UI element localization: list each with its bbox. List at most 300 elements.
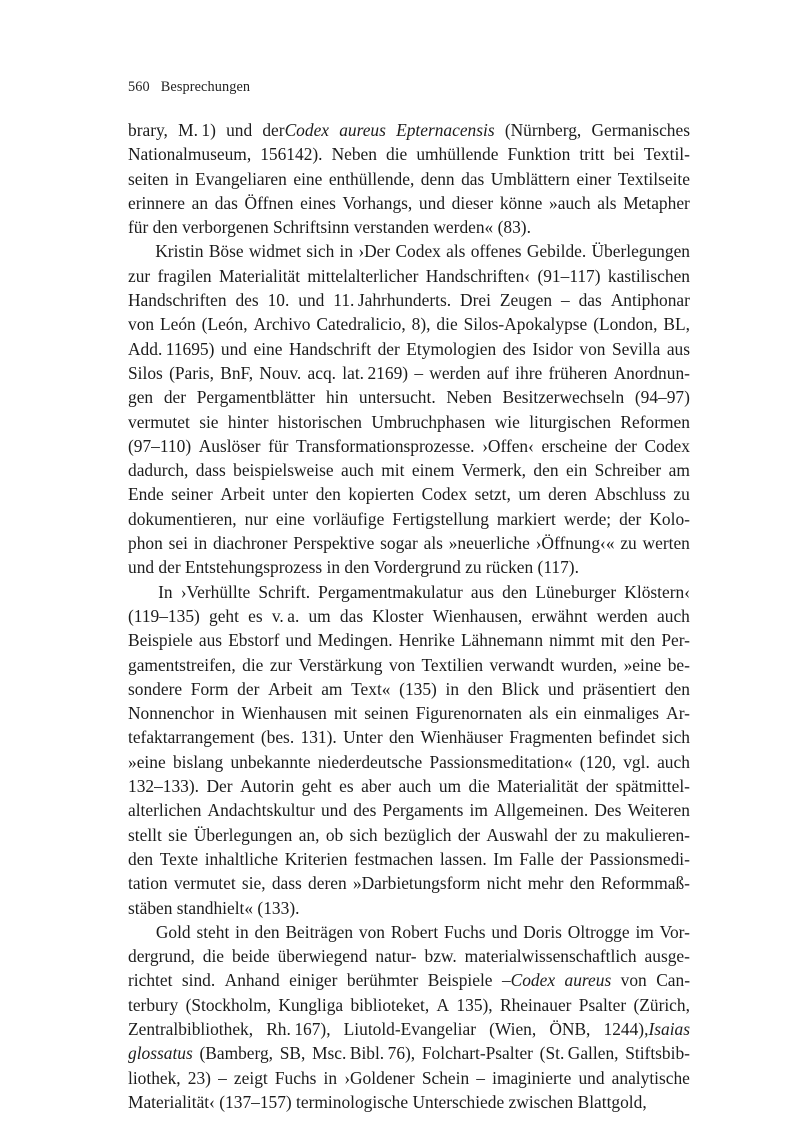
- text-run: Passionsmeditation«: [429, 751, 573, 772]
- text-run: Pergamentblätter: [196, 387, 316, 408]
- text-run: Perspektive: [293, 533, 375, 554]
- word: [429, 750, 572, 774]
- text-run: auch: [398, 776, 432, 797]
- word: [169, 361, 214, 385]
- text-run: Textilseite: [617, 168, 690, 189]
- word: [439, 774, 461, 798]
- word: [300, 191, 336, 215]
- word: [260, 142, 322, 166]
- word: [160, 847, 198, 871]
- text-run: imaginierte: [492, 1067, 572, 1088]
- word: [555, 701, 576, 725]
- word: [220, 361, 253, 385]
- text-run: Reformen: [620, 411, 690, 432]
- text-run: hin: [325, 387, 349, 408]
- italic-title: aureus: [339, 120, 386, 140]
- word: [595, 458, 662, 482]
- text-run: Vor-: [659, 921, 690, 942]
- text-run: offenes: [470, 241, 522, 262]
- word: [329, 167, 414, 191]
- word: [344, 1066, 415, 1090]
- text-run: 132–133).: [128, 776, 200, 797]
- word: [155, 239, 203, 263]
- text-run: sind.: [181, 970, 216, 991]
- word: [548, 677, 574, 701]
- word: [293, 167, 322, 191]
- text-run: der: [560, 848, 583, 869]
- word: [392, 507, 489, 531]
- italic-title: Isaias: [648, 1018, 690, 1039]
- text-run: SB,: [279, 1043, 306, 1064]
- text-run: tritt: [579, 144, 605, 165]
- word: [347, 968, 418, 992]
- text-run: bislang: [172, 751, 224, 772]
- text-run: der: [585, 776, 609, 797]
- word: [561, 653, 618, 677]
- italic-title: Codex: [510, 970, 556, 991]
- text-run: Fuchs: [274, 1067, 317, 1088]
- text-run: Handschrift: [288, 338, 372, 359]
- text-run: fragilen: [157, 265, 212, 286]
- word: [306, 239, 334, 263]
- text-run: Andachtskultur: [207, 800, 315, 821]
- word: [465, 944, 637, 968]
- word: [359, 920, 385, 944]
- text-run: Zeugen: [499, 290, 553, 311]
- word: [446, 385, 491, 409]
- word: [333, 288, 451, 312]
- text-run: in: [445, 678, 460, 699]
- text-run: Msc. Bibl. 76),: [312, 1043, 416, 1064]
- text-run: ob: [325, 824, 344, 845]
- text-line: [128, 385, 690, 409]
- word: [164, 385, 186, 409]
- word: [213, 531, 287, 555]
- text-line: [128, 118, 690, 142]
- paragraph: [128, 580, 690, 920]
- word: [348, 482, 414, 506]
- word: [128, 944, 195, 968]
- word: [489, 653, 554, 677]
- word: [339, 774, 354, 798]
- word: [619, 507, 641, 531]
- word: [566, 458, 587, 482]
- text-run: dass: [271, 873, 302, 894]
- text-run: deren: [548, 484, 587, 505]
- text-run: biblioteket,: [350, 994, 430, 1015]
- text-run: dokumentieren,: [128, 508, 237, 529]
- word: [494, 798, 588, 822]
- word: [421, 725, 503, 749]
- text-run: (94–97): [634, 387, 690, 408]
- word: [649, 507, 690, 531]
- text-line: [128, 215, 690, 239]
- word: [326, 385, 348, 409]
- word: [353, 871, 481, 895]
- text-run: Codex: [644, 435, 690, 456]
- text-run: ›Verhüllte: [180, 581, 251, 602]
- word: [318, 580, 463, 604]
- word: [623, 191, 690, 215]
- text-run: »neuerliche: [448, 533, 530, 554]
- word: [612, 1066, 690, 1090]
- text-run: –: [218, 1067, 227, 1088]
- word: [321, 798, 347, 822]
- word: [196, 458, 226, 482]
- text-run: Can-: [656, 970, 690, 991]
- text-line: [128, 507, 690, 531]
- word: [470, 798, 488, 822]
- text-run: 135),: [456, 994, 493, 1015]
- word: [419, 191, 445, 215]
- word: [608, 264, 690, 288]
- word: [268, 677, 312, 701]
- text-run: zeigt: [233, 1067, 268, 1088]
- word: [527, 239, 586, 263]
- word: [428, 968, 493, 992]
- text-run: festmachen: [354, 848, 434, 869]
- text-line: [128, 264, 690, 288]
- word: [293, 531, 374, 555]
- word: [471, 239, 522, 263]
- word: [195, 167, 287, 191]
- word: [208, 798, 315, 822]
- text-run: ausge-: [644, 946, 690, 967]
- text-run: unter: [272, 484, 309, 505]
- text-run: Wienhäuser: [420, 727, 503, 748]
- word: [128, 288, 227, 312]
- word: [437, 993, 450, 1017]
- text-run: León: [160, 314, 196, 335]
- text-line: [128, 920, 690, 944]
- text-run: Kolo-: [649, 508, 690, 529]
- text-run: (Bamberg,: [199, 1043, 274, 1064]
- text-run: gamentstreifen,: [128, 654, 236, 675]
- text-run: um: [438, 776, 462, 797]
- word: [578, 1066, 604, 1090]
- word: [299, 823, 320, 847]
- text-run: 8),: [411, 314, 431, 335]
- word: [583, 823, 599, 847]
- text-run: »eine: [623, 654, 662, 675]
- word: [579, 288, 602, 312]
- word: [503, 337, 526, 361]
- word: [380, 531, 418, 555]
- word: [594, 482, 666, 506]
- word: [270, 653, 292, 677]
- word: [570, 871, 595, 895]
- text-run: Kloster: [372, 605, 424, 626]
- text-run: brary,: [128, 120, 168, 140]
- text-run: vermutet: [128, 411, 190, 432]
- text-run: ›Offen‹: [482, 435, 534, 456]
- text-run: M. 1): [178, 120, 216, 140]
- text-run: –: [501, 970, 511, 991]
- text-run: steht: [196, 921, 230, 942]
- word: [623, 750, 650, 774]
- text-line: [128, 677, 690, 701]
- text-run: Sevilla: [612, 338, 661, 359]
- word: [280, 1041, 306, 1065]
- text-run: verwandt: [489, 654, 555, 675]
- text-run: spätmittel-: [615, 776, 690, 797]
- text-line: [128, 774, 690, 798]
- word: [169, 531, 188, 555]
- text-run: –: [414, 362, 424, 383]
- text-run: einmaliges: [583, 703, 660, 724]
- text-run: der: [262, 120, 285, 140]
- text-run: einer: [576, 168, 612, 189]
- word: [579, 142, 604, 166]
- text-line: [128, 434, 690, 458]
- word: [426, 264, 530, 288]
- word: [242, 871, 266, 895]
- text-run: berühmter: [346, 970, 419, 991]
- word: [278, 944, 368, 968]
- word: [128, 167, 169, 191]
- text-run: Textilien: [421, 654, 484, 675]
- text-run: von: [579, 338, 606, 359]
- text-run: Abschluss: [594, 484, 666, 505]
- text-run: Überlegungen: [591, 241, 690, 262]
- word: [128, 677, 182, 701]
- text-run: analytische: [611, 1067, 690, 1088]
- word: [221, 701, 235, 725]
- word: [194, 823, 293, 847]
- text-line: [128, 653, 690, 677]
- word: [339, 118, 386, 142]
- text-run: vorläufige: [312, 508, 385, 529]
- word: [532, 337, 573, 361]
- text-run: lassen.: [439, 848, 487, 869]
- text-run: der: [163, 387, 187, 408]
- text-line: [128, 410, 690, 434]
- text-run: Figurenornaten: [415, 703, 522, 724]
- text-run: Materialität: [218, 265, 301, 286]
- word: [205, 847, 278, 871]
- word: [272, 482, 308, 506]
- word: [464, 312, 588, 336]
- text-run: und: [285, 630, 312, 651]
- word: [643, 531, 690, 555]
- text-run: sie: [199, 411, 219, 432]
- text-line: [128, 239, 690, 263]
- text-run: Klöstern‹: [624, 581, 690, 602]
- word: [429, 361, 480, 385]
- word: [456, 993, 492, 1017]
- text-run: Blick: [501, 678, 540, 699]
- word: [128, 264, 150, 288]
- word: [458, 823, 480, 847]
- word: [354, 847, 433, 871]
- text-run: Auswahl: [486, 824, 549, 845]
- word: [561, 288, 570, 312]
- word: [601, 628, 624, 652]
- text-run: Vorhangs,: [342, 192, 413, 213]
- word: [621, 968, 647, 992]
- text-run: Kungliga: [278, 994, 344, 1015]
- text-run: tation: [128, 873, 168, 894]
- text-run: hinter: [227, 411, 269, 432]
- text-run: der: [619, 508, 642, 529]
- text-run: Pergaments: [382, 800, 464, 821]
- text-run: als: [446, 241, 466, 262]
- text-run: stellt: [128, 824, 162, 845]
- word: [128, 823, 162, 847]
- word: [235, 288, 258, 312]
- word: [486, 823, 548, 847]
- text-run: einiger: [289, 970, 338, 991]
- word: [372, 604, 423, 628]
- text-run: Passionsmedi-: [589, 848, 690, 869]
- text-run: mit: [600, 630, 624, 651]
- text-run: stäben standhielt« (133).: [128, 897, 300, 918]
- text-run: ›Öffnung‹«: [535, 533, 615, 554]
- text-run: Neben: [331, 144, 377, 165]
- word: [614, 361, 690, 385]
- text-run: unbekannte: [230, 751, 311, 772]
- word: [128, 337, 214, 361]
- word: [614, 142, 635, 166]
- word: [399, 677, 437, 701]
- word: [266, 1017, 330, 1041]
- text-line: [128, 993, 690, 1017]
- text-run: das: [214, 192, 238, 213]
- text-run: deren: [308, 873, 347, 894]
- text-run: Fertigstellung: [392, 508, 489, 529]
- word: [395, 239, 440, 263]
- word: [343, 191, 413, 215]
- word: [523, 920, 562, 944]
- text-run: eine: [293, 168, 323, 189]
- text-line: [128, 288, 690, 312]
- text-run: Ende: [128, 484, 164, 505]
- text-run: denn: [420, 168, 455, 189]
- word: [384, 823, 452, 847]
- word: [242, 701, 327, 725]
- text-run: Weiteren: [627, 800, 690, 821]
- text-run: sich: [661, 727, 690, 748]
- text-run: den: [315, 484, 341, 505]
- word: [564, 507, 611, 531]
- word: [487, 871, 522, 895]
- word: [591, 118, 690, 142]
- word: [624, 653, 662, 677]
- word: [128, 507, 237, 531]
- word: [326, 823, 343, 847]
- word: [630, 628, 655, 652]
- word: [446, 239, 465, 263]
- text-run: niederdeutsche: [317, 751, 423, 772]
- running-head-title: Besprechungen: [160, 79, 251, 95]
- word: [313, 507, 384, 531]
- text-run: ein: [565, 460, 588, 481]
- word: [364, 701, 408, 725]
- word: [601, 871, 690, 895]
- word: [171, 482, 213, 506]
- word: [128, 1066, 181, 1090]
- text-run: werden: [596, 605, 648, 626]
- text-line: [128, 847, 690, 871]
- word: [599, 725, 656, 749]
- word: [440, 847, 487, 871]
- text-line: [128, 1090, 690, 1114]
- text-run: auch: [341, 460, 374, 481]
- word: [272, 604, 299, 628]
- word: [399, 774, 432, 798]
- text-run: werden: [429, 362, 481, 383]
- word: [549, 628, 594, 652]
- paragraph: [128, 239, 690, 579]
- word: [361, 774, 391, 798]
- text-run: materialwissenschaftlich: [464, 946, 637, 967]
- word: [416, 701, 522, 725]
- text-run: könne: [499, 192, 543, 213]
- word: [196, 920, 229, 944]
- word: [278, 410, 362, 434]
- word: [351, 677, 390, 701]
- word: [301, 725, 337, 749]
- word: [502, 385, 624, 409]
- text-run: Überlegungen: [193, 824, 293, 845]
- paragraph: [128, 920, 690, 1114]
- word: [482, 434, 534, 458]
- word: [249, 239, 301, 263]
- text-run: setzt,: [474, 484, 511, 505]
- word: [391, 920, 438, 944]
- word: [128, 701, 214, 725]
- text-run: seiner: [171, 484, 213, 505]
- text-run: Fragmenten: [509, 727, 593, 748]
- text-run: Kristin: [155, 241, 204, 262]
- word: [586, 774, 608, 798]
- text-run: die: [386, 144, 408, 165]
- word: [285, 920, 353, 944]
- text-run: v. a.: [271, 605, 300, 626]
- text-run: mit: [381, 460, 405, 481]
- word: [460, 288, 491, 312]
- text-run: den: [389, 727, 415, 748]
- word: [226, 118, 252, 142]
- text-run: den: [254, 921, 280, 942]
- text-run: Handschriften‹: [425, 265, 531, 286]
- word: [589, 847, 689, 871]
- word: [644, 142, 690, 166]
- word: [128, 798, 201, 822]
- word: [657, 750, 690, 774]
- word: [128, 458, 188, 482]
- text-run: natur-: [375, 946, 417, 967]
- paragraph: [128, 118, 690, 239]
- text-run: richtet: [128, 970, 173, 991]
- word: [375, 944, 416, 968]
- text-run: das: [461, 168, 485, 189]
- text-run: sich: [306, 241, 335, 262]
- text-run: die: [202, 946, 225, 967]
- text-run: BnF,: [220, 362, 254, 383]
- word: [645, 944, 690, 968]
- word: [334, 701, 357, 725]
- word: [449, 531, 530, 555]
- word: [497, 507, 556, 531]
- text-run: dergrund,: [128, 946, 195, 967]
- word: [312, 1041, 415, 1065]
- word: [381, 458, 404, 482]
- text-run: (97–110): [128, 435, 192, 456]
- text-run: am: [668, 460, 690, 481]
- text-run: (Stockholm,: [185, 994, 272, 1015]
- text-run: von: [620, 970, 647, 991]
